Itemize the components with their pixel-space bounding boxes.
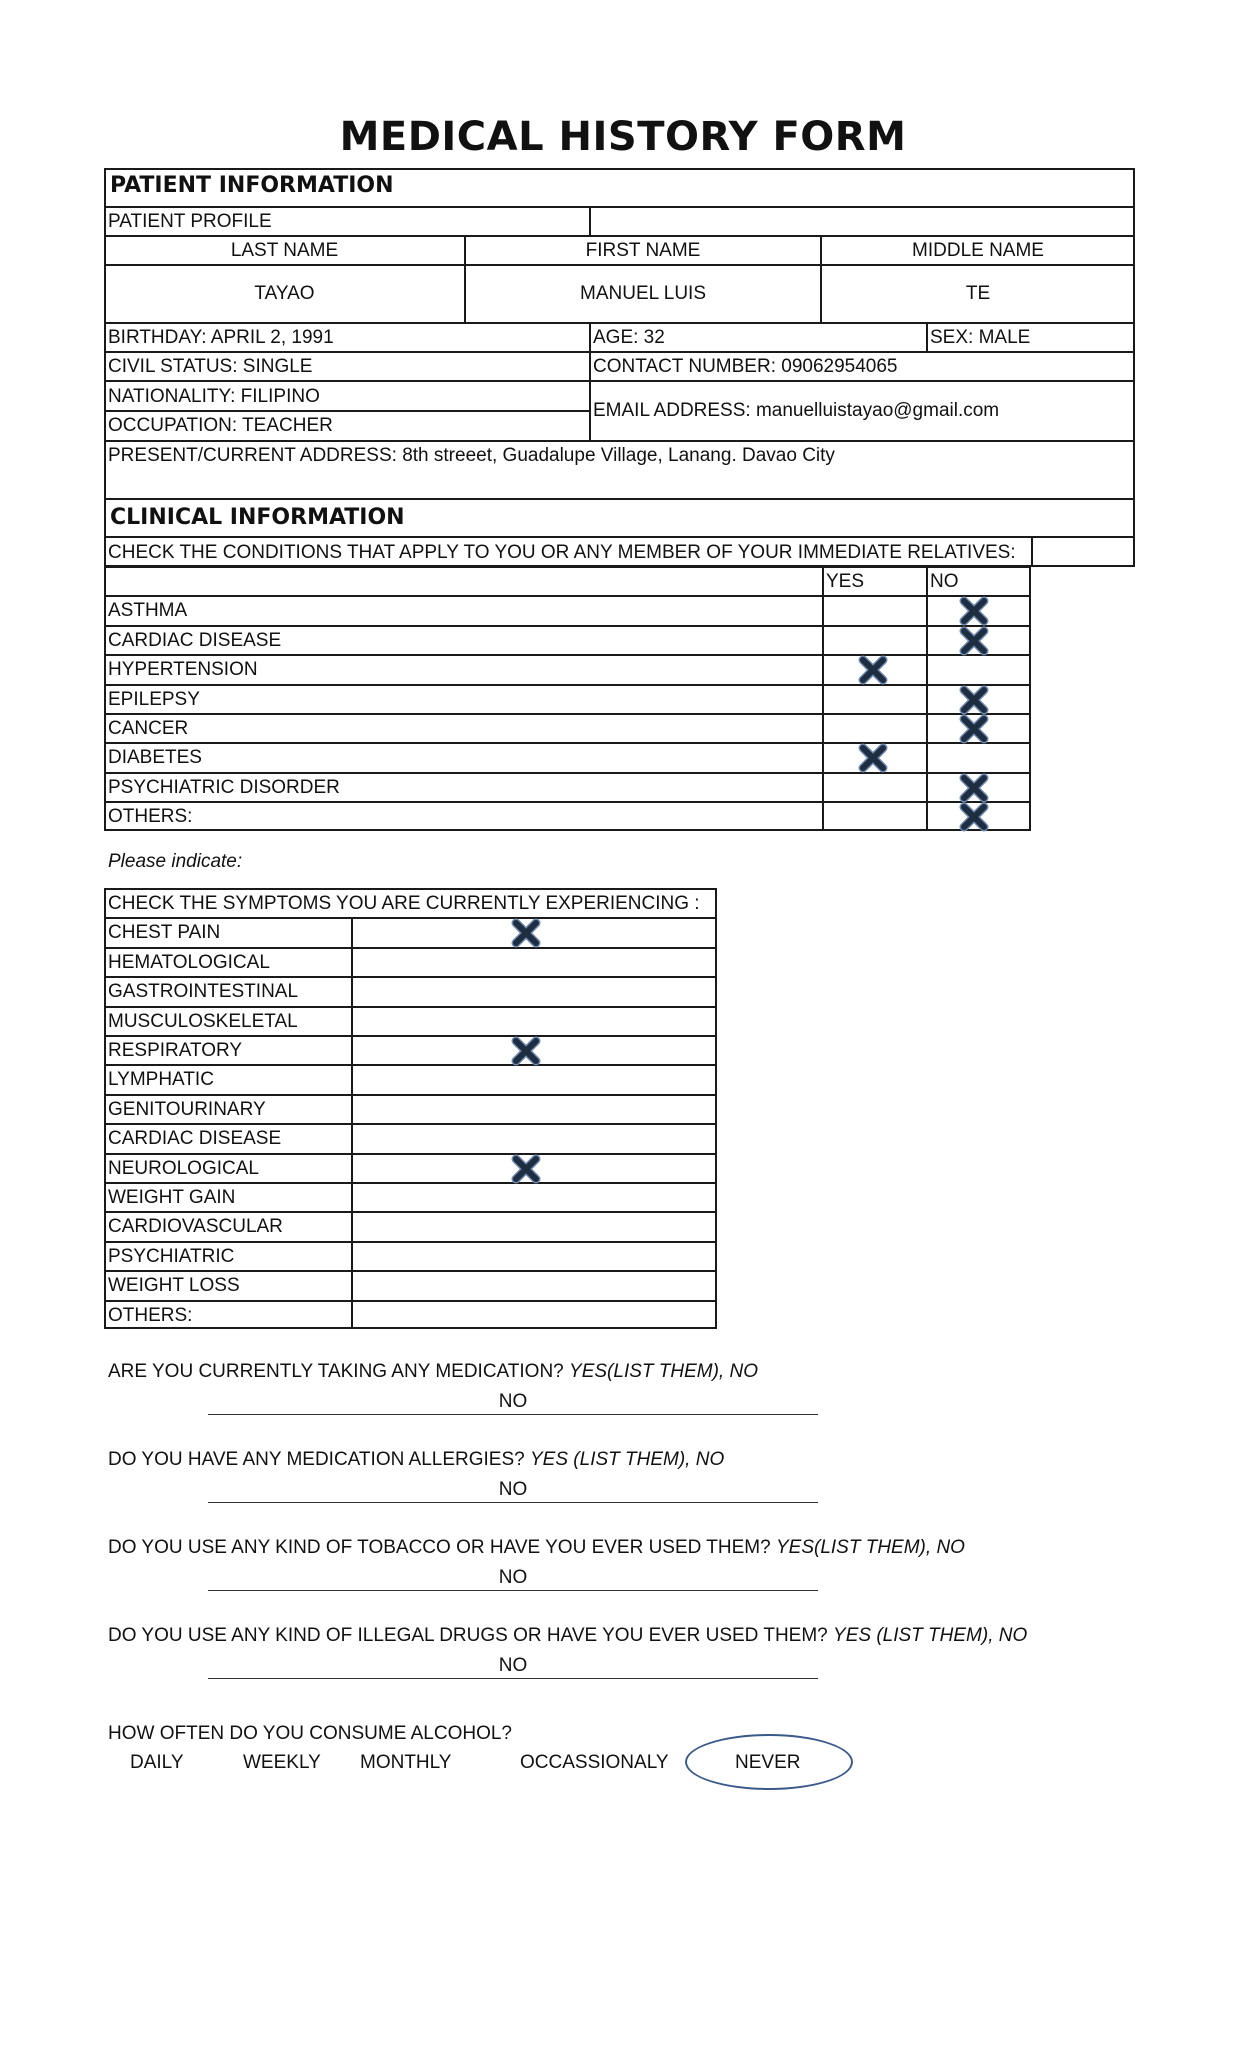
condition-row-line (104, 772, 1031, 774)
symptom-row-line (104, 947, 717, 949)
symptom-label: MUSCULOSKELETAL (108, 1010, 298, 1032)
symptom-label: GENITOURINARY (108, 1098, 266, 1120)
condition-row-line (104, 713, 1031, 715)
condition-label: HYPERTENSION (108, 659, 258, 681)
symptom-row-line (104, 1182, 717, 1184)
first-name-value: MANUEL LUIS (580, 283, 706, 304)
condition-row-line (104, 595, 1031, 597)
age-field: AGE: 32 (593, 327, 665, 348)
symptom-label: CARDIOVASCULAR (108, 1216, 283, 1238)
question-text (108, 1538, 965, 1557)
symptom-label: CHEST PAIN (108, 922, 221, 944)
alcohol-option-daily: DAILY (130, 1752, 184, 1773)
check-x-icon (511, 1036, 541, 1066)
check-x-icon (858, 743, 888, 773)
address-field: PRESENT/CURRENT ADDRESS: 8th streeet, Guadalupe Village, Lanang. Davao City (108, 445, 835, 466)
no-column-header: NO (930, 571, 959, 592)
symptom-row-line (104, 1094, 717, 1096)
question-options: YES(LIST THEM), NO (775, 1537, 965, 1558)
answer-underline (208, 1502, 818, 1503)
clinical-info-header: CLINICAL INFORMATION (110, 505, 405, 530)
check-x-icon (511, 918, 541, 948)
question-options: YES (LIST THEM), NO (530, 1449, 725, 1470)
symptom-label: PSYCHIATRIC (108, 1245, 235, 1267)
first-name-header: FIRST NAME (585, 240, 701, 261)
last-name-value: TAYAO (254, 283, 315, 304)
check-x-icon (959, 802, 989, 832)
middle-name-header: MIDDLE NAME (912, 240, 1044, 261)
answer-underline (208, 1590, 818, 1591)
answer-value: NO (498, 1655, 528, 1676)
question-prompt: DO YOU USE ANY KIND OF ILLEGAL DRUGS OR HAVE YOU EVER USED THEM? (108, 1625, 834, 1646)
yes-column-header: YES (826, 571, 865, 592)
symptom-row-line (104, 1300, 717, 1302)
question-prompt: DO YOU HAVE ANY MEDICATION ALLERGIES? (108, 1449, 530, 1470)
condition-label: EPILEPSY (108, 688, 200, 710)
check-x-icon (511, 1154, 541, 1184)
condition-row-line (104, 742, 1031, 744)
condition-row-line (104, 801, 1031, 803)
patient-info-header: PATIENT INFORMATION (110, 173, 394, 198)
symptom-label: WEIGHT LOSS (108, 1275, 240, 1297)
condition-row-line (104, 625, 1031, 627)
check-x-icon (959, 773, 989, 803)
check-x-icon (959, 626, 989, 656)
email-field: EMAIL ADDRESS: manuelluistayao@gmail.com (593, 400, 1000, 421)
symptom-label: RESPIRATORY (108, 1040, 243, 1061)
contact-number-field: CONTACT NUMBER: 09062954065 (593, 356, 898, 377)
question-text (108, 1362, 758, 1381)
symptom-label: CARDIAC DISEASE (108, 1128, 282, 1150)
symptom-label: HEMATOLOGICAL (108, 951, 270, 973)
question-prompt: DO YOU USE ANY KIND OF TOBACCO OR HAVE YOU EVER USED THEM? (108, 1537, 776, 1558)
patient-profile-label: PATIENT PROFILE (108, 211, 272, 232)
symptom-label: GASTROINTESTINAL (108, 981, 299, 1003)
symptom-row-line (104, 1035, 717, 1037)
question-text (108, 1450, 724, 1469)
conditions-prompt: CHECK THE CONDITIONS THAT APPLY TO YOU OR ANY MEMBER OF YOUR IMMEDIATE RELATIVES: (108, 542, 1016, 563)
answer-value: NO (498, 1391, 528, 1412)
symptom-row-line (104, 1153, 717, 1155)
alcohol-option-never: NEVER (735, 1752, 801, 1773)
condition-label: DIABETES (108, 747, 202, 769)
symptom-row-line (104, 1123, 717, 1125)
symptom-row-line (104, 1270, 717, 1272)
answer-value: NO (498, 1479, 528, 1500)
answer-underline (208, 1414, 818, 1415)
question-options: YES (LIST THEM), NO (833, 1625, 1028, 1646)
birthday-field: BIRTHDAY: APRIL 2, 1991 (108, 327, 334, 348)
answer-value: NO (498, 1567, 528, 1588)
answer-underline (208, 1678, 818, 1679)
symptom-label: OTHERS: (108, 1304, 193, 1326)
symptoms-prompt: CHECK THE SYMPTOMS YOU ARE CURRENTLY EXPERIENCING : (108, 893, 700, 914)
question-text (108, 1626, 1027, 1645)
condition-label: OTHERS: (108, 806, 193, 828)
symptom-label: WEIGHT GAIN (108, 1187, 236, 1208)
yes-column-line (822, 566, 824, 831)
question-options: YES(LIST THEM), NO (569, 1361, 758, 1382)
occupation-field: OCCUPATION: TEACHER (108, 415, 333, 436)
alcohol-option-monthly: MONTHLY (360, 1752, 452, 1773)
check-x-icon (959, 596, 989, 626)
check-x-icon (959, 714, 989, 744)
alcohol-question: HOW OFTEN DO YOU CONSUME ALCOHOL? (108, 1723, 512, 1744)
civil-status-field: CIVIL STATUS: SINGLE (108, 356, 313, 377)
symptom-label: NEUROLOGICAL (108, 1157, 259, 1179)
condition-label: CARDIAC DISEASE (108, 629, 282, 651)
symptom-row-line (104, 1211, 717, 1213)
condition-label: CANCER (108, 718, 189, 739)
symptom-row-line (104, 1006, 717, 1008)
symptom-row-line (104, 976, 717, 978)
condition-row-line (104, 654, 1031, 656)
selected-circle-mark (685, 1734, 853, 1790)
question-prompt: ARE YOU CURRENTLY TAKING ANY MEDICATION? (108, 1361, 570, 1382)
alcohol-option-weekly: WEEKLY (243, 1752, 321, 1773)
condition-label: PSYCHIATRIC DISORDER (108, 776, 340, 798)
form-title: MEDICAL HISTORY FORM (339, 114, 907, 160)
middle-name-value: TE (965, 283, 991, 304)
please-indicate-label: Please indicate: (108, 851, 243, 872)
last-name-header: LAST NAME (230, 240, 339, 261)
symptom-row-line (104, 1064, 717, 1066)
alcohol-option-occassionaly: OCCASSIONALY (520, 1752, 669, 1773)
check-x-icon (858, 655, 888, 685)
condition-label: ASTHMA (108, 600, 188, 622)
sex-field: SEX: MALE (930, 327, 1031, 348)
symptom-row-line (104, 1241, 717, 1243)
symptom-row-line (104, 917, 717, 919)
symptom-label: LYMPHATIC (108, 1069, 214, 1091)
no-column-line (926, 566, 928, 831)
condition-row-line (104, 684, 1031, 686)
check-x-icon (959, 685, 989, 715)
nationality-field: NATIONALITY: FILIPINO (108, 386, 320, 407)
